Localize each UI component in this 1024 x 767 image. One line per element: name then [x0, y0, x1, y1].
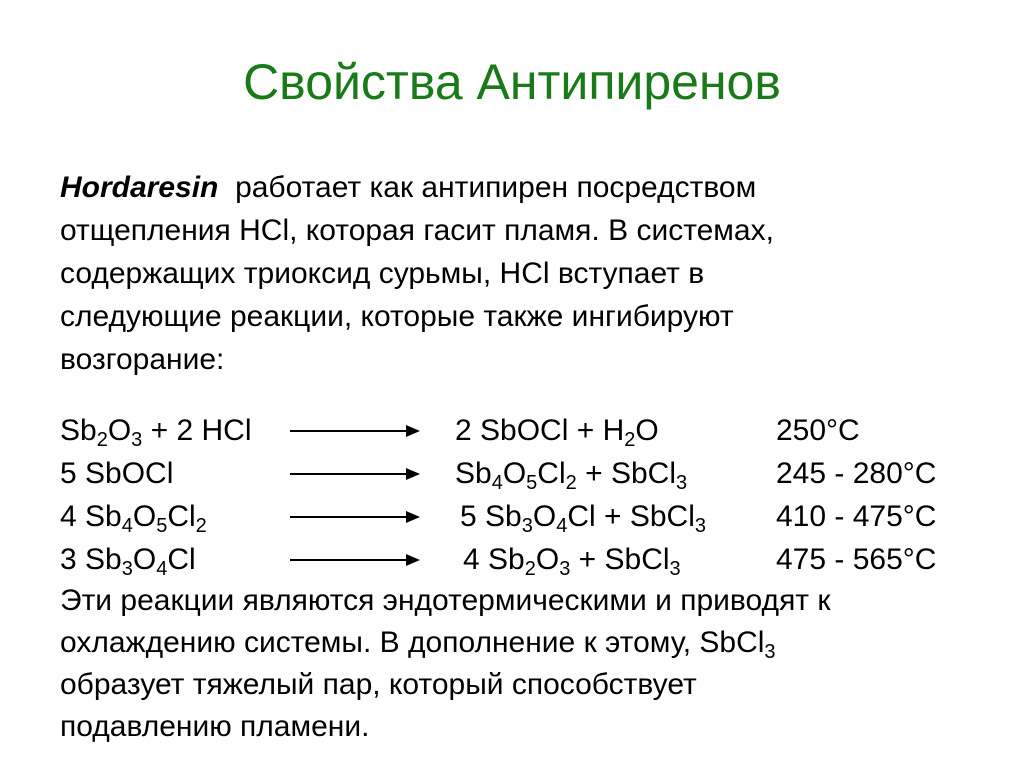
slide-title: Свойства Антипиренов [243, 54, 781, 110]
formula-text: Cl [537, 457, 566, 490]
intro-line-1 [60, 166, 960, 209]
formula-text: 5 Sb [460, 500, 522, 533]
conclusion-line-3: образует тяжелый пар, который способствует [60, 668, 697, 701]
formula-text: + SbCl [576, 457, 676, 490]
formula-text: Sb [60, 414, 97, 447]
subscript: 4 [121, 515, 133, 537]
reaction-temperature: 245 - 280°C [776, 457, 937, 490]
intro-paragraph [60, 166, 960, 381]
formula-text: 2 SbOCl + H [455, 414, 625, 447]
reaction-products [455, 453, 687, 495]
subscript: 2 [624, 429, 636, 451]
formula-text: 4 Sb [463, 543, 525, 576]
subscript: 5 [526, 472, 538, 494]
subscript: 2 [565, 472, 577, 494]
reaction-row [0, 539, 1024, 581]
formula-text: + 2 HCl [142, 414, 252, 447]
formula-text: O [502, 457, 527, 490]
reaction-products [463, 539, 681, 581]
subscript: 3 [559, 558, 571, 580]
reaction-row [0, 453, 1024, 495]
formula-text: Sb [455, 457, 492, 490]
reaction-products [455, 410, 659, 452]
subscript: 3 [675, 472, 688, 494]
formula-text: 5 SbOCl [60, 457, 174, 490]
conclusion-line-2 [60, 622, 960, 664]
intro-line-1-text: работает как антипирен посредством [235, 171, 757, 204]
reaction-temperature: 250°C [776, 414, 860, 447]
subscript: 3 [521, 515, 533, 537]
reaction-reactants [60, 453, 173, 495]
conclusion-line-4: подавлению пламени. [60, 710, 370, 743]
reaction-arrow-icon [290, 466, 420, 482]
subscript: 4 [556, 515, 568, 537]
subscript: 3 [764, 641, 776, 663]
formula-text: + SbCl [570, 543, 670, 576]
formula-text: Cl [167, 543, 196, 576]
formula-text: O [532, 500, 557, 533]
intro-line-2: отщепления HCl, которая гасит пламя. В системах, [60, 214, 774, 247]
subscript: 4 [156, 558, 168, 580]
subscript: 5 [156, 515, 168, 537]
formula-text: Cl [167, 500, 196, 533]
brand-name: Hordaresin [60, 171, 219, 204]
reaction-arrow-icon [290, 509, 420, 525]
reaction-arrow-icon [290, 423, 420, 439]
formula-text: O [107, 414, 132, 447]
subscript: 2 [96, 429, 108, 451]
reaction-reactants [60, 410, 252, 452]
reaction-row [0, 410, 1024, 452]
intro-line-4: следующие реакции, которые также ингибируют [60, 300, 734, 333]
formula-text: O [535, 543, 560, 576]
subscript: 3 [669, 558, 681, 580]
reaction-reactants [60, 539, 196, 581]
formula-text: Cl + SbCl [567, 500, 695, 533]
conclusion-line-1: Эти реакции являются эндотермическими и приводят к [60, 584, 831, 617]
formula-text: O [132, 543, 157, 576]
reaction-temperature: 410 - 475°C [776, 500, 937, 533]
formula-text: 4 Sb [60, 500, 122, 533]
conclusion-line-2-text: охлаждению системы. В дополнение к этому, SbCl [60, 626, 765, 659]
subscript: 2 [524, 558, 536, 580]
reaction-row [0, 496, 1024, 538]
subscript: 3 [694, 515, 706, 537]
reaction-products [460, 496, 706, 538]
subscript: 4 [491, 472, 503, 494]
subscript: 3 [131, 429, 143, 451]
conclusion-paragraph [60, 580, 960, 748]
reaction-temperature: 475 - 565°C [776, 543, 937, 576]
subscript: 2 [195, 515, 207, 537]
reaction-arrow-icon [290, 552, 420, 568]
intro-line-5: возгорание: [60, 343, 225, 376]
formula-text: 3 Sb [60, 543, 122, 576]
intro-line-3: содержащих триоксид сурьмы, HCl вступает в [60, 257, 705, 290]
reaction-reactants [60, 496, 207, 538]
formula-text: O [635, 414, 659, 447]
subscript: 3 [121, 558, 133, 580]
formula-text: O [132, 500, 157, 533]
